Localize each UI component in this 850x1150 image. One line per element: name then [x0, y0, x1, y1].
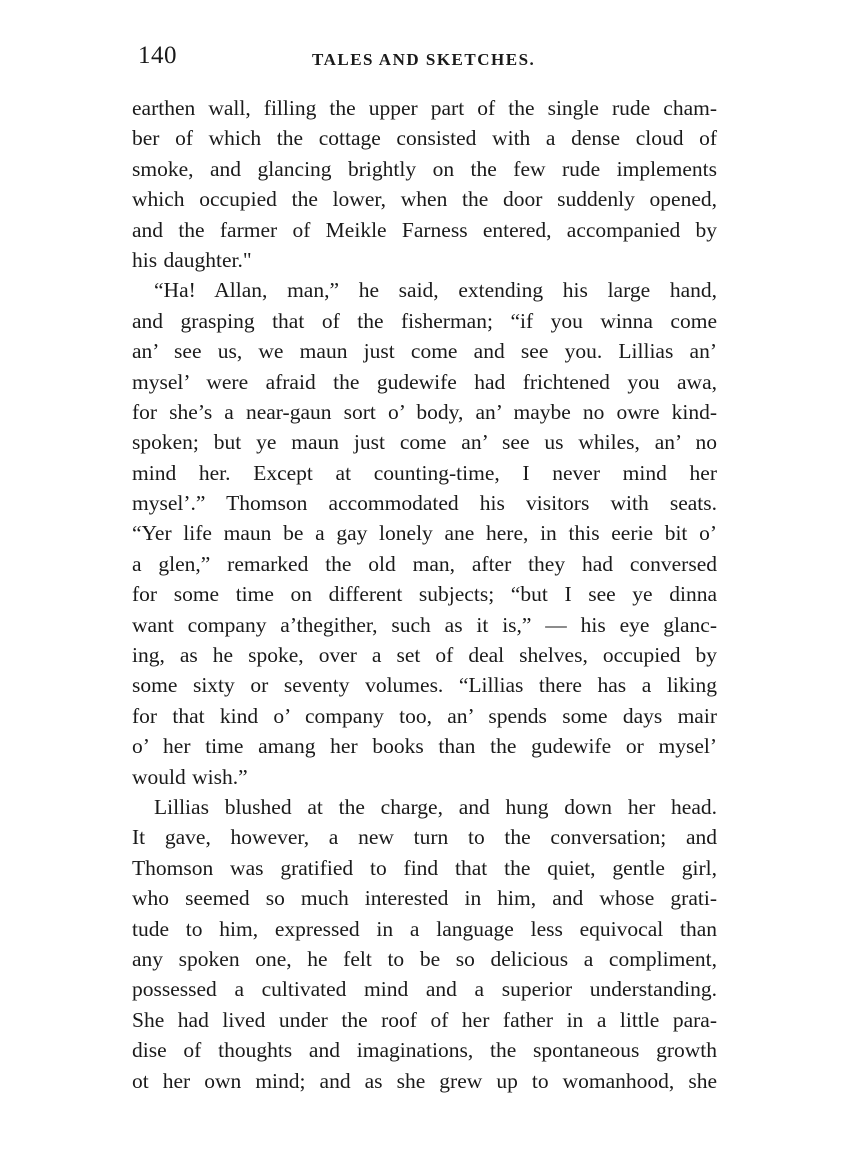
text-line: She had lived under the roof of her father in a little para-: [132, 1007, 717, 1032]
text-line: any spoken one, he felt to be so delicious a compliment,: [132, 946, 717, 971]
text-line: spoken; but ye maun just come an’ see us whiles, an’ no: [132, 430, 717, 455]
text-line: ot her own mind; and as she grew up to womanhood, she: [132, 1068, 717, 1093]
text-line: for that kind o’ company too, an’ spends some days mair: [132, 703, 717, 728]
text-line: want company a’thegither, such as it is,” — his eye glanc-: [132, 612, 717, 637]
text-line: It gave, however, a new turn to the conversation; and: [132, 825, 717, 850]
text-line: possessed a cultivated mind and a superior understanding.: [132, 977, 717, 1002]
text-line: some sixty or seventy volumes. “Lillias there has a liking: [132, 673, 717, 698]
page-header: [132, 42, 717, 76]
text-line: “Ha! Allan, man,” he said, extending his large hand,: [154, 278, 717, 303]
text-line: an’ see us, we maun just come and see you. Lillias an’: [132, 339, 717, 364]
text-line: mysel’ were afraid the gudewife had frichtened you awa,: [132, 369, 717, 394]
text-line: mind her. Except at counting-time, I never mind her: [132, 460, 717, 485]
text-line: “Yer life maun be a gay lonely ane here, in this eerie bit o’: [132, 521, 717, 546]
body-text: [132, 93, 717, 1096]
text-line: would wish.”: [132, 764, 248, 789]
text-line: ber of which the cottage consisted with a dense cloud of: [132, 126, 717, 151]
running-title: TALES AND SKETCHES.: [312, 50, 536, 69]
text-line: for some time on different subjects; “but I see ye dinna: [132, 582, 717, 607]
text-line: tude to him, expressed in a language less equivocal than: [132, 916, 717, 941]
text-line: which occupied the lower, when the door suddenly opened,: [132, 187, 717, 212]
text-line: and the farmer of Meikle Farness entered, accompanied by: [132, 217, 717, 242]
text-line: his daughter.": [132, 247, 252, 272]
text-line: smoke, and glancing brightly on the few rude implements: [132, 156, 717, 181]
text-line: who seemed so much interested in him, and whose grati-: [132, 886, 717, 911]
text-line: dise of thoughts and imaginations, the spontaneous growth: [132, 1038, 717, 1063]
text-line: for she’s a near-gaun sort o’ body, an’ maybe no owre kind-: [132, 399, 717, 424]
text-line: ing, as he spoke, over a set of deal shelves, occupied by: [132, 643, 717, 668]
text-line: a glen,” remarked the old man, after they had conversed: [132, 551, 717, 576]
text-line: Thomson was gratified to find that the quiet, gentle girl,: [132, 855, 717, 880]
text-line: mysel’.” Thomson accommodated his visitors with seats.: [132, 491, 717, 516]
text-line: o’ her time amang her books than the gudewife or mysel’: [132, 734, 717, 759]
text-line: Lillias blushed at the charge, and hung down her head.: [154, 794, 717, 819]
text-line: and grasping that of the fisherman; “if you winna come: [132, 308, 717, 333]
text-line: earthen wall, filling the upper part of the single rude cham-: [132, 96, 717, 120]
page-number: 140: [138, 42, 177, 69]
